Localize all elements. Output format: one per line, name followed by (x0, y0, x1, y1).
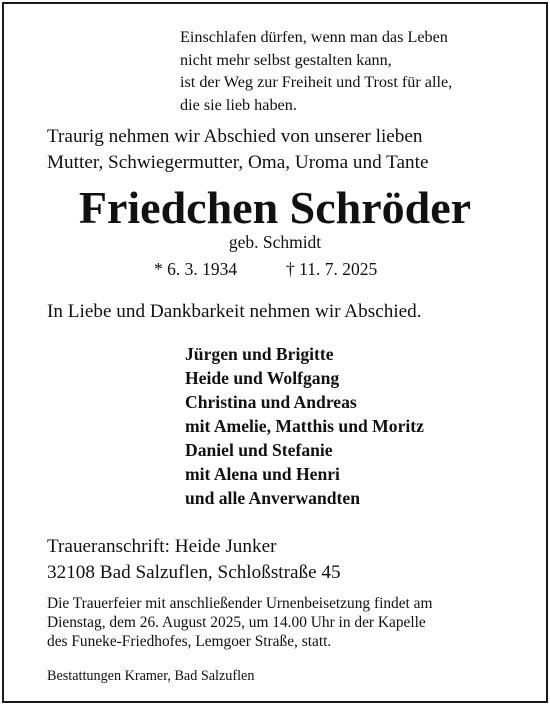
farewell-text: In Liebe und Dankbarkeit nehmen wir Abschied. (47, 301, 422, 322)
funeral-line: Dienstag, dem 26. August 2025, um 14.00 Uhr in der Kapelle (47, 614, 426, 631)
intro-line: Mutter, Schwiegermutter, Oma, Uroma und Tante (47, 152, 429, 173)
mourners-list (185, 342, 424, 510)
undertaker: Bestattungen Kramer, Bad Salzuflen (47, 668, 255, 684)
address-line: Traueranschrift: Heide Junker (47, 536, 277, 557)
mourner-line: Heide und Wolfgang (185, 368, 340, 388)
address-line: 32108 Bad Salzuflen, Schloßstraße 45 (47, 562, 341, 583)
death-date: † 11. 7. 2025 (286, 259, 378, 279)
mourner-line: Daniel und Stefanie (185, 440, 333, 460)
mourning-address (47, 534, 341, 586)
poem (180, 26, 452, 116)
poem-line: die sie lieb haben. (180, 95, 297, 114)
deceased-name: Friedchen Schröder (78, 182, 472, 233)
intro-line: Traurig nehmen wir Abschied von unserer lieben (47, 126, 423, 147)
poem-line: Einschlafen dürfen, wenn man das Leben (180, 28, 448, 46)
birth-date: * 6. 3. 1934 (154, 259, 238, 279)
intro-text (47, 124, 428, 176)
mourner-line: mit Amelie, Matthis und Moritz (185, 416, 424, 436)
funeral-line: des Funeke-Friedhofes, Lemgoer Straße, statt. (47, 633, 332, 650)
funeral-line: Die Trauerfeier mit anschließender Urnenbeisetzung findet am (47, 595, 433, 612)
mourner-line: mit Alena und Henri (185, 464, 340, 484)
mourner-line: Christina und Andreas (185, 392, 357, 412)
poem-line: ist der Weg zur Freiheit und Trost für alle, (180, 73, 453, 91)
mourner-line: Jürgen und Brigitte (185, 344, 334, 364)
mourner-line: und alle Anverwandten (185, 488, 360, 508)
maiden-name: geb. Schmidt (228, 232, 322, 252)
funeral-info (47, 594, 433, 651)
poem-line: nicht mehr selbst gestalten kann, (180, 50, 392, 69)
